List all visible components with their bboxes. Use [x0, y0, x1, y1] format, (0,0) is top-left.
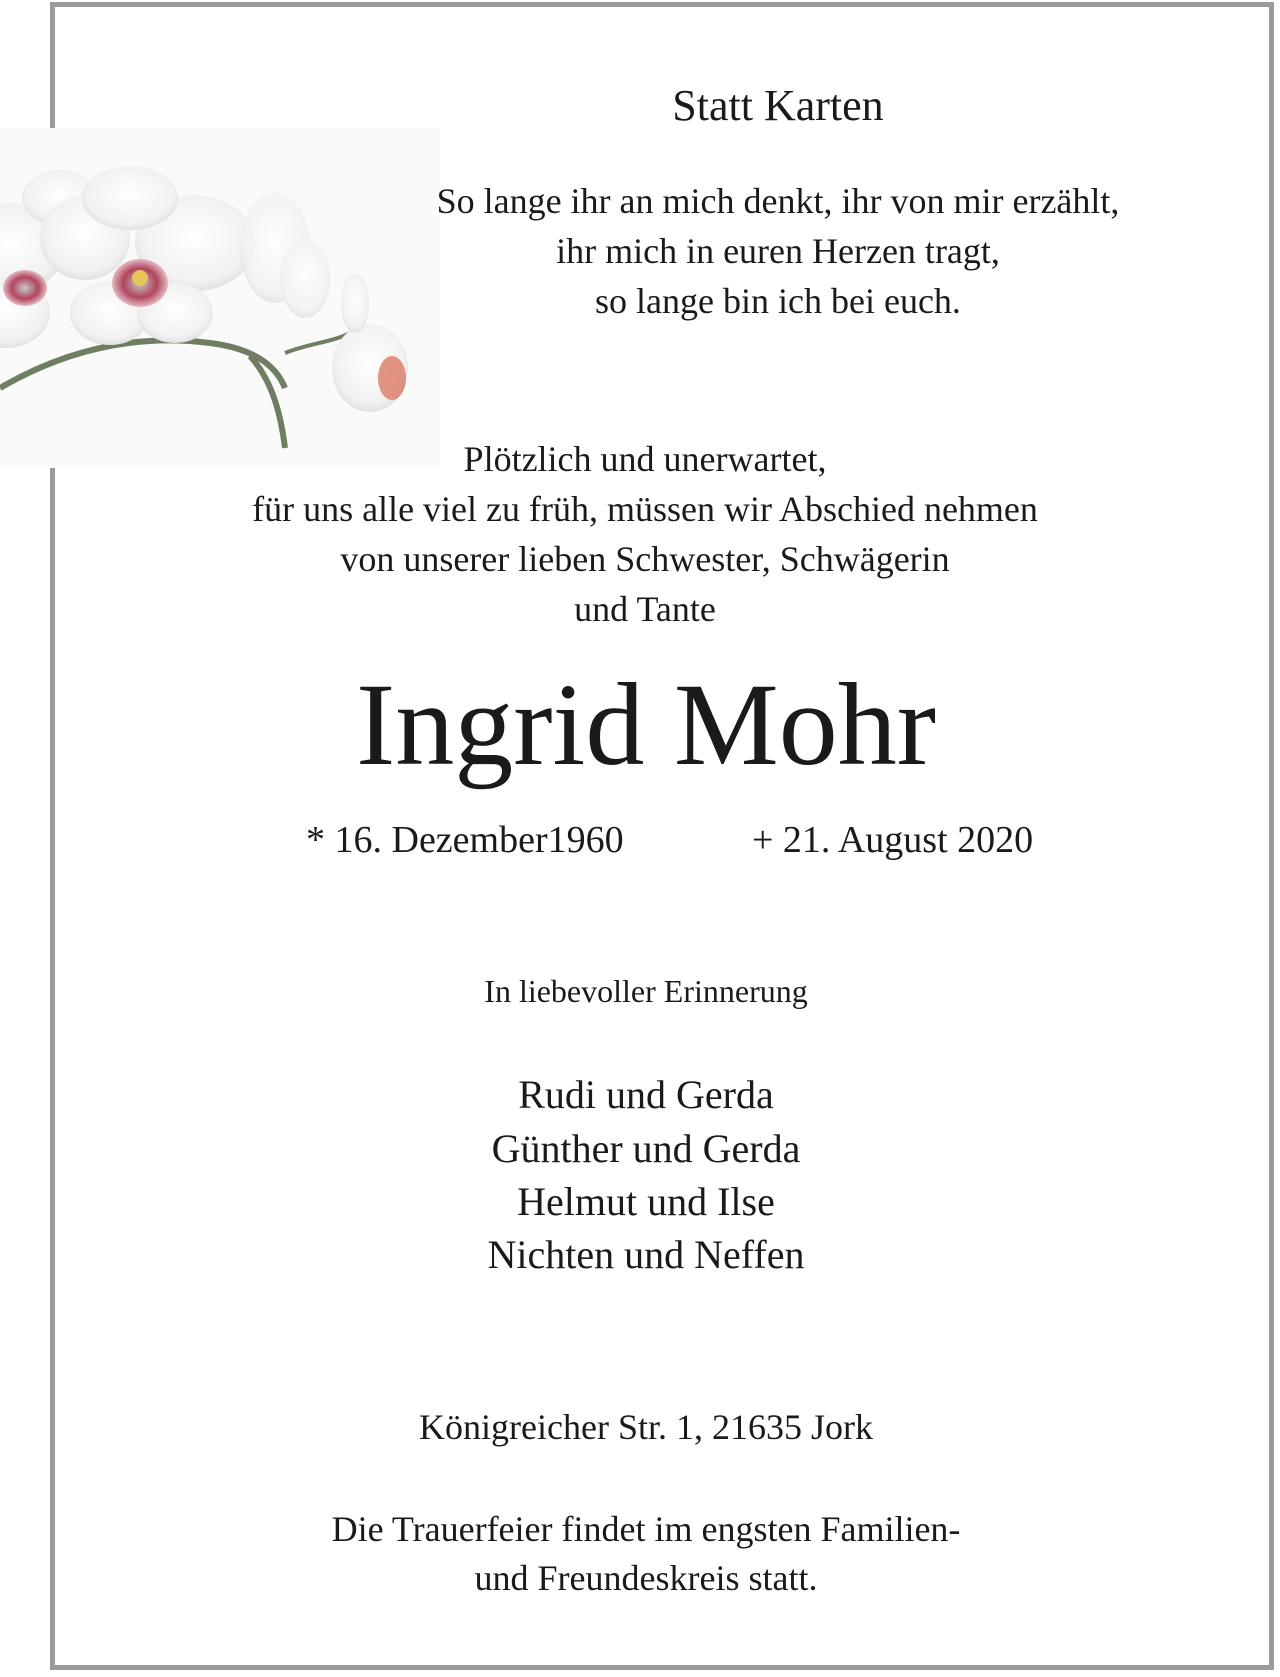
- poem-line-2: ihr mich in euren Herzen tragt,: [556, 231, 1000, 271]
- poem-line-3: so lange bin ich bei euch.: [595, 281, 961, 321]
- notice-heading: Statt Karten: [672, 81, 884, 130]
- family-line-2: Günther und Gerda: [491, 1126, 801, 1171]
- deceased-name: Ingrid Mohr: [355, 659, 937, 790]
- intro-line-3: von unserer lieben Schwester, Schwägerin: [340, 539, 950, 579]
- family-line-4: Nichten und Neffen: [487, 1232, 805, 1277]
- death-date: + 21. August 2020: [752, 819, 1034, 861]
- poem-line-1: So lange ihr an mich denkt, ihr von mir erzählt,: [436, 181, 1120, 221]
- family-line-3: Helmut und Ilse: [517, 1179, 775, 1224]
- intro-line-2: für uns alle viel zu früh, müssen wir Abschied nehmen: [252, 489, 1038, 529]
- family-line-1: Rudi und Gerda: [518, 1072, 774, 1117]
- address: Königreicher Str. 1, 21635 Jork: [419, 1407, 873, 1447]
- funeral-note-line-1: Die Trauerfeier findet im engsten Familien-: [331, 1509, 961, 1549]
- memory-line: In liebevoller Erinnerung: [484, 973, 808, 1009]
- funeral-note-line-2: und Freundeskreis statt.: [474, 1558, 818, 1598]
- intro-line-4: und Tante: [574, 589, 716, 629]
- birth-date: * 16. Dezember1960: [306, 819, 624, 861]
- intro-line-1: Plötzlich und unerwartet,: [463, 439, 827, 479]
